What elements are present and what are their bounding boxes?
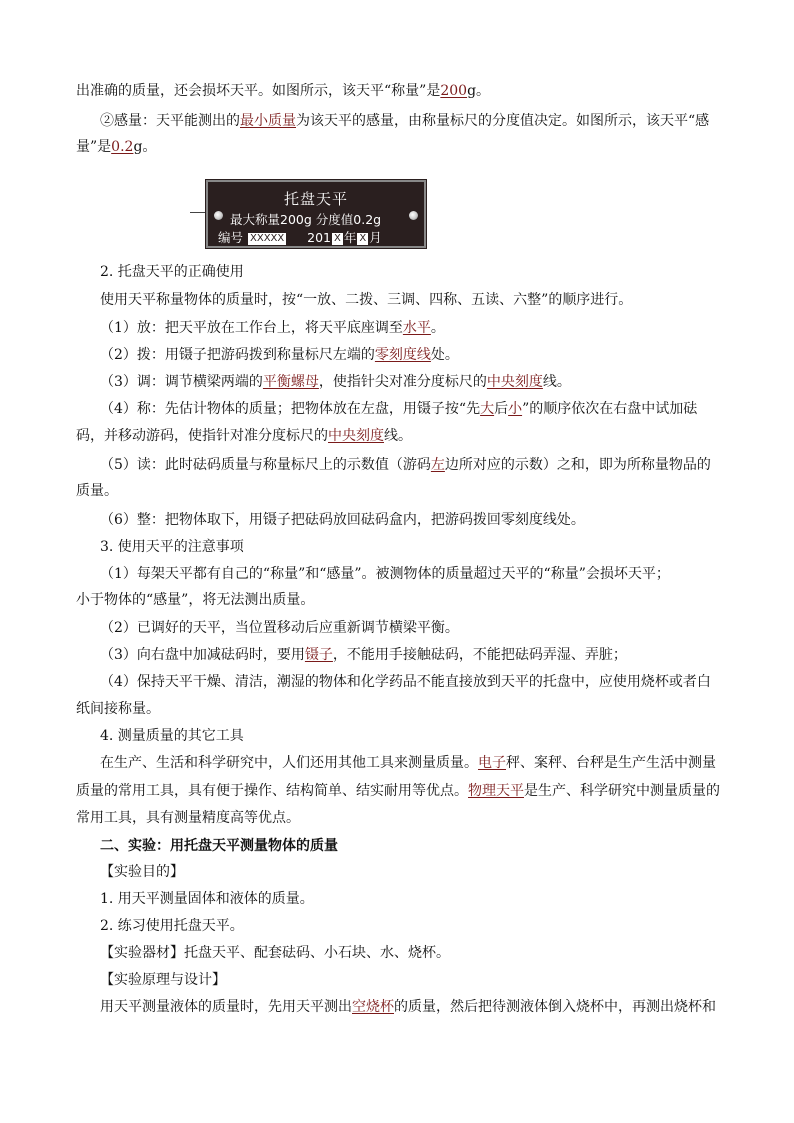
text-segment: 码，并移动游码，使指针对准分度标尺的 <box>76 428 328 444</box>
text-segment: 。 <box>430 320 445 336</box>
text-segment: 边所对应的示数）之和，即为所称量物品的 <box>444 457 711 473</box>
text-segment: 用天平测量液体的质量时，先用天平测出 <box>100 999 352 1015</box>
screw-icon <box>409 211 418 220</box>
text-segment: g。 <box>133 139 157 155</box>
text-segment: 质量的常用工具，具有便于操作、结构简单、结实耐用等优点。 <box>76 783 468 799</box>
step-line <box>76 426 412 446</box>
text-segment: 为该天平的感量，由称量标尺的分度值决定。如图所示，该天平“感 <box>296 113 710 129</box>
note-line <box>100 645 627 665</box>
note-line: （4）保持天平干燥、清洁，潮湿的物体和化学药品不能直接放到天平的托盘中，应使用烧杯或者白 <box>100 674 711 690</box>
text-segment: （4）称：先估计物体的质量；把物体放在左盘，用镊子按“先 <box>100 401 481 417</box>
text-segment: g。 <box>467 83 491 99</box>
month-box: X <box>359 233 367 244</box>
step-line <box>100 345 459 365</box>
answer-fill: 平衡螺母 <box>262 374 319 390</box>
serial-label: 编号 <box>218 230 244 245</box>
leader-line <box>190 212 206 213</box>
text-segment: （5）读：此时砝码质量与称量标尺上的示数值（游码 <box>100 457 431 473</box>
answer-fill: 200 <box>440 83 468 99</box>
note-line: 纸间接称量。 <box>76 701 160 717</box>
text-segment: 出准确的质量，还会损坏天平。如图所示，该天平“称量”是 <box>76 83 441 99</box>
text-segment: 在生产、生活和科学研究中，人们还用其他工具来测量质量。 <box>100 755 478 771</box>
text-line <box>100 753 716 773</box>
step-line <box>100 318 445 338</box>
section-heading: 2. 托盘天平的正确使用 <box>100 264 244 280</box>
text-line <box>76 81 490 101</box>
label-segment: 【实验器材】 <box>100 945 184 961</box>
note-line: （1）每架天平都有自己的“称量”和“感量”。被测物体的质量超过天平的“称量”会损坏天平； <box>100 566 670 582</box>
nameplate-title: 托盘天平 <box>283 190 348 208</box>
year-prefix: 201 <box>307 230 331 245</box>
step-line <box>100 372 571 392</box>
text-line <box>76 137 156 157</box>
goal-item: 2. 练习使用托盘天平。 <box>100 918 244 934</box>
text-segment: （2）拨：用镊子把游码拨到称量标尺左端的 <box>100 347 375 363</box>
text-segment: 量”是 <box>76 139 112 155</box>
text-line <box>100 997 716 1017</box>
answer-fill: 0.2 <box>111 139 134 155</box>
section-heading: 4. 测量质量的其它工具 <box>100 728 244 744</box>
section-heading: 3. 使用天平的注意事项 <box>100 539 244 555</box>
year-box: X <box>334 233 341 244</box>
text-segment: ”的顺序依次在右盘中试加砝 <box>522 401 698 417</box>
text-segment: 托盘天平、配套砝码、小石块、水、烧杯。 <box>184 945 450 961</box>
screw-icon <box>214 211 223 220</box>
text-segment: ②感量：天平能测出的 <box>100 113 240 129</box>
text-segment: ，使指针尖对准分度标尺的 <box>318 374 487 390</box>
experiment-heading: 二、实验：用托盘天平测量物体的质量 <box>100 838 338 854</box>
year-suffix: 年 <box>343 230 357 245</box>
answer-fill: 中央刻度 <box>486 374 543 390</box>
label-line: 【实验原理与设计】 <box>100 972 226 988</box>
answer-fill: 大 <box>480 401 495 417</box>
step-line: （6）整：把物体取下，用镊子把砝码放回砝码盒内，把游码拨回零刻度线处。 <box>100 512 585 528</box>
note-line: 小于物体的“感量”，将无法测出质量。 <box>76 592 315 608</box>
balance-nameplate <box>206 180 426 248</box>
answer-fill: 水平 <box>402 320 431 336</box>
answer-fill: 电子 <box>478 755 506 771</box>
text-segment: 是生产、科学研究中测量质量的 <box>524 783 720 799</box>
month-suffix: 月 <box>369 230 382 245</box>
step-line <box>100 399 697 419</box>
answer-fill: 中央刻度 <box>328 428 384 444</box>
equipment-line <box>100 943 450 963</box>
answer-fill: 物理天平 <box>468 783 524 799</box>
text-segment: 后 <box>494 401 509 417</box>
text-segment: 秤、案秤、台秤是生产生活中测量 <box>506 755 716 771</box>
answer-fill: 最小质量 <box>240 113 296 129</box>
note-line: （2）已调好的天平，当位置移动后应重新调节横梁平衡。 <box>100 620 459 636</box>
text-segment: 的质量，然后把待测液体倒入烧杯中，再测出烧杯和 <box>394 999 716 1015</box>
text-segment: 线。 <box>384 428 412 444</box>
answer-fill: 左 <box>430 457 445 473</box>
text-segment: 线。 <box>542 374 571 390</box>
answer-fill: 小 <box>508 401 523 417</box>
step-line <box>100 455 711 475</box>
text-segment: （3）向右盘中加减砝码时，要用 <box>100 647 305 663</box>
text-line: 质量。 <box>76 483 118 499</box>
text-line: 常用工具，具有测量精度高等优点。 <box>76 810 300 826</box>
label-line: 【实验目的】 <box>100 864 184 880</box>
serial-box: XXXXX <box>250 233 285 244</box>
answer-fill: 零刻度线 <box>374 347 431 363</box>
text-line <box>100 111 709 131</box>
text-segment: 处。 <box>430 347 459 363</box>
text-segment: （1）放：把天平放在工作台上，将天平底座调至 <box>100 320 403 336</box>
answer-fill: 镊子 <box>304 647 333 663</box>
text-segment: （3）调：调节横梁两端的 <box>100 374 263 390</box>
nameplate-serial <box>218 228 382 246</box>
text-line <box>76 781 720 801</box>
text-line: 使用天平称量物体的质量时，按“一放、二拨、三调、四称、五读、六整”的顺序进行。 <box>100 292 633 308</box>
goal-item: 1. 用天平测量固体和液体的质量。 <box>100 891 314 907</box>
nameplate-spec: 最大称量200g 分度值0.2g <box>230 212 382 227</box>
text-segment: ，不能用手接触砝码，不能把砝码弄湿、弄脏； <box>332 647 627 663</box>
answer-fill: 空烧杯 <box>352 999 394 1015</box>
